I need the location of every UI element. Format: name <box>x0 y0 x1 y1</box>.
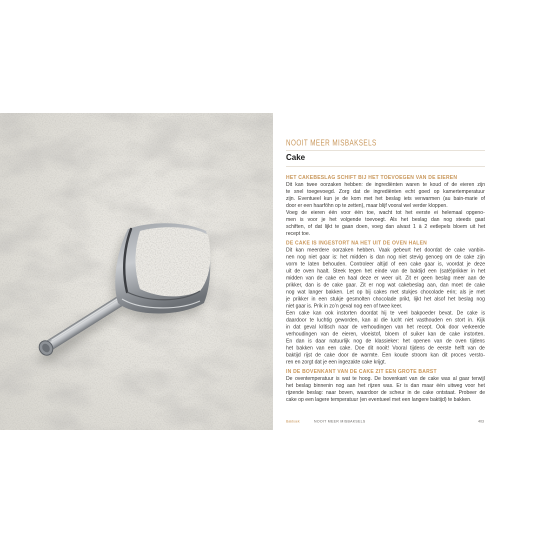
paragraph <box>286 247 485 310</box>
chapter-title: NOOIT MEER MISBAKSELS <box>286 138 377 148</box>
text-line: Voeg de eieren één voor één toe, wacht tot het eerste ei helemaal opgeno- <box>286 210 485 216</box>
section-subtitle: Cake <box>286 153 306 162</box>
paragraph <box>286 182 485 210</box>
text-line: ren en zorgt dat je een ingezakte cake krijgt. <box>286 359 386 365</box>
paragraph <box>286 310 485 366</box>
text-line: Dit kan meerdere oorzaken hebben. Vaak gebeurt het doordat de cake vanbin- <box>286 247 486 253</box>
body-text <box>286 175 485 404</box>
text-line: het beslag binnenin nog aan het rijzen was. Er is dan maar één uitweg voor het <box>286 383 485 389</box>
footer-book-name: Bakboek <box>286 420 300 424</box>
paragraph <box>286 210 485 238</box>
section-heading: DE CAKE IS INGESTORT NA HET UIT DE OVEN HALEN <box>286 240 427 246</box>
text-line: daardoor te luchtig geworden, kan al die lucht niet vasthouden en stort in. Kijk <box>286 317 485 323</box>
scoop <box>115 221 216 314</box>
page-number: 403 <box>478 420 484 424</box>
text-line: baktijd rijst de cake door de warmte. Een koude stroom kan dit proces versto- <box>286 352 485 358</box>
section-heading: IN DE BOVENKANT VAN DE CAKE ZIT EEN GROTE BARST <box>286 369 437 375</box>
text-line: Dit kan twee oorzaken hebben: de ingrediënten waren te koud of de eieren zijn <box>286 182 486 188</box>
text-section <box>286 369 485 404</box>
text-line: schiften, of dat lijkt te gaan doen, voeg dan alvast 1 à 2 eetlepels bloem uit het <box>286 224 486 230</box>
text-line: uit de oven haalt. Steek tegen het einde van de baktijd een (saté)prikker in het <box>286 268 486 274</box>
text-line: het bakken van een cake. Doe dit nooit! Vooral tijdens de eerste helft van de <box>286 345 485 351</box>
text-line: men is voor je het volgende toevoegt. Als het beslag dan nog steeds gaat <box>286 217 485 223</box>
text-section <box>286 240 485 366</box>
text-line: in dat geval kritisch naar de verhoudingen van het recept. Ook door verkeerde <box>286 324 485 330</box>
text-line: En dan is daar natuurlijk nog de klassieker: het openen van de oven tijdens <box>286 338 485 344</box>
text-line: zijn. Eventueel kun je de kom met het beslag iets verwarmen (au bain-marie of <box>286 196 485 202</box>
section-heading: HET CAKEBESLAG SCHIFT BIJ HET TOEVOEGEN VAN DE EIEREN <box>286 175 458 181</box>
subtitle-rule <box>286 166 485 167</box>
title-rule <box>286 151 485 152</box>
text-line: midden van de cake en haal deze er weer uit. Zit er geen beslag meer aan de <box>286 275 485 281</box>
text-line: prikker, dan is de cake gaar. Zit er nog wat cakebeslag aan, dan moet de cake <box>286 282 486 288</box>
page-footer <box>286 419 485 425</box>
text-line: nen nog niet gaar is: het midden is dan nog niet stevig genoeg om de cake zijn <box>286 254 485 260</box>
text-line: cake op een lagere temperatuur (en eventueel met een langere baktijd) te bakken. <box>286 397 472 403</box>
text-line: recept toe. <box>286 231 311 237</box>
text-page-content <box>286 136 486 432</box>
text-line: rijzende beslag: naar boven, waardoor de scheur in de cake ontstaat. Probeer de <box>286 390 486 396</box>
flour-scoop-photo <box>0 113 273 430</box>
text-line: verhoudingen van de eieren, vloeistof, bloem of suiker kan de cake instorten. <box>286 331 485 337</box>
text-line: nog wat langer bakken. Let op bij cakes met stukjes chocolade erin; als je met <box>286 289 485 295</box>
text-line: vorm te laten behouden. Controleer altijd of een cake gaar is, voordat je deze <box>286 261 486 267</box>
text-line: je prikker in een stukje gesmolten chocolade prikt, lijkt het alsof het beslag nog <box>286 296 485 302</box>
text-line: te snel toegevoegd. Zorg dat de ingrediënten echt goed op kamertemperatuur <box>286 189 485 195</box>
paragraph <box>286 376 485 404</box>
text-line: Een cake kan ook instorten doordat hij te veel bakpoeder bevat. De cake is <box>286 310 486 316</box>
text-line: De oventemperatuur is wat te hoog. De bovenkant van de cake was al gaar terwijl <box>286 376 485 382</box>
text-page <box>286 136 486 432</box>
text-line: door er een haarföhn op te zetten), maar blijf vooral wel verder kloppen. <box>286 203 448 209</box>
text-section <box>286 175 485 238</box>
footer-running-head: NOOIT MEER MISBAKSELS <box>314 420 366 424</box>
text-line: niet gaar is. Prik in zo’n geval nog een of twee keer. <box>286 303 403 309</box>
